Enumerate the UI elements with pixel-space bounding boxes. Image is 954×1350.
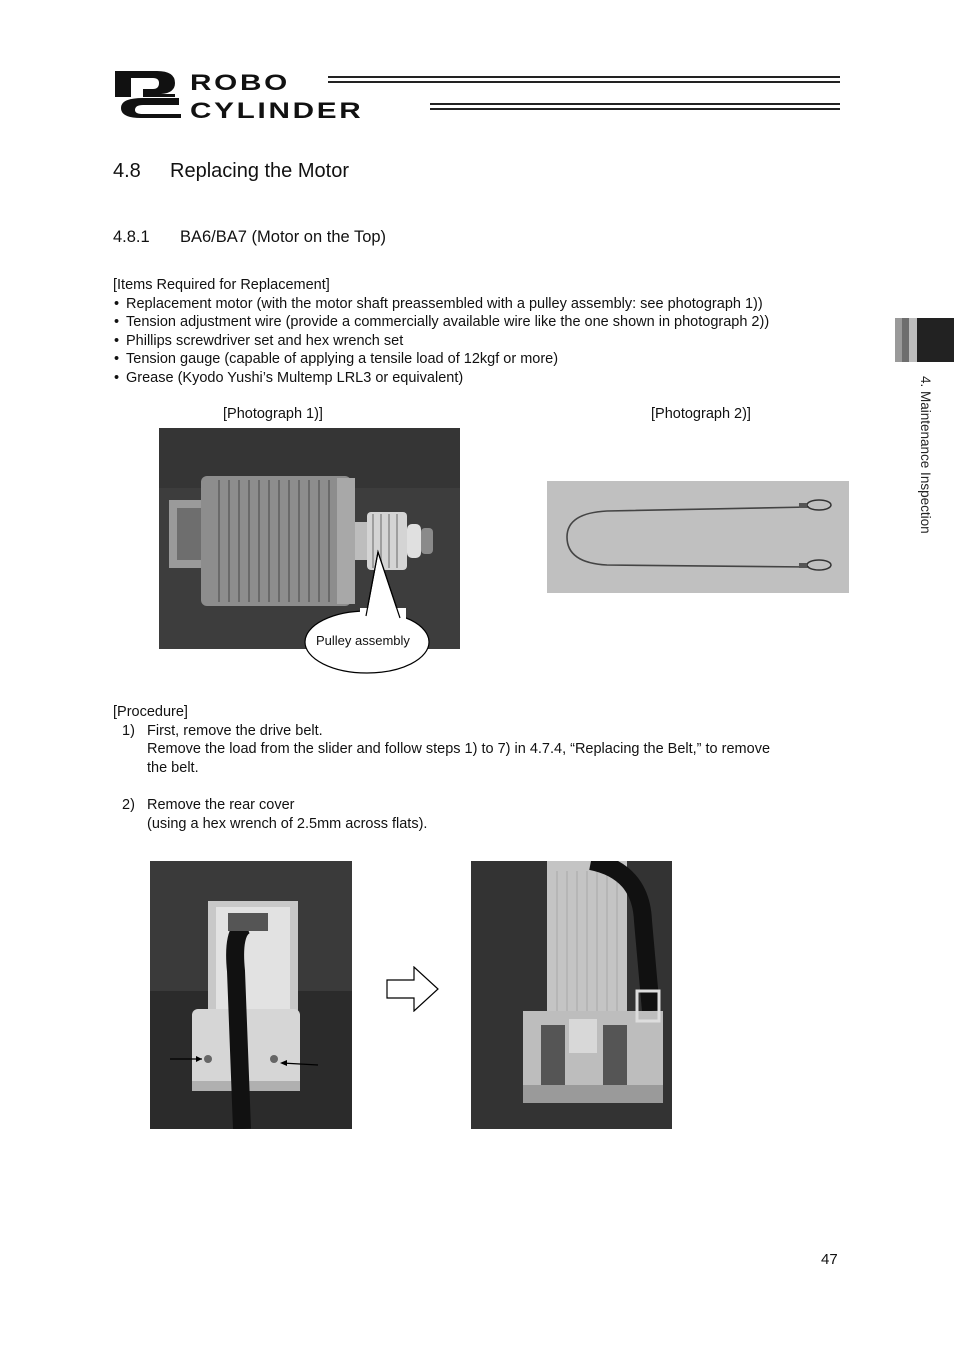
callout-label-pulley: Pulley assembly — [316, 633, 410, 648]
subsection-title: BA6/BA7 (Motor on the Top) — [180, 228, 387, 246]
requirements-block — [113, 276, 769, 388]
procedure-heading: [Procedure] — [113, 704, 188, 720]
photo2-caption: [Photograph 2)] — [651, 406, 751, 422]
chapter-tab-marker — [895, 318, 954, 362]
step-line: First, remove the drive belt. — [147, 722, 323, 739]
wire-illustration — [547, 481, 849, 593]
page-number: 47 — [821, 1251, 838, 1268]
subsection-heading — [113, 228, 386, 247]
logo-word-robo: ROBO — [190, 70, 290, 95]
photo-tension-wire — [547, 481, 849, 593]
requirements-heading: [Items Required for Replacement] — [113, 277, 330, 293]
header-rule-bottom — [430, 103, 840, 110]
procedure-step-2 — [113, 796, 770, 833]
step-line: Remove the rear cover — [147, 796, 295, 813]
list-item: • Grease (Kyodo Yushi’s Multemp LRL3 or equivalent) — [113, 369, 769, 388]
step-number: 1) — [122, 722, 135, 739]
logo-word-cylinder: CYLINDER — [190, 98, 364, 123]
requirements-list — [113, 295, 769, 388]
procedure-block — [113, 703, 770, 833]
arrow-right-icon — [386, 966, 440, 1012]
section-title: Replacing the Motor — [170, 160, 349, 182]
subsection-number: 4.8.1 — [113, 228, 150, 246]
list-item: • Phillips screwdriver set and hex wrench set — [113, 332, 769, 351]
chapter-side-label: 4. Maintenance Inspection — [918, 376, 933, 534]
step-number: 2) — [122, 796, 135, 813]
photo-rear-cover-attached — [150, 861, 352, 1129]
list-item: • Tension adjustment wire (provide a commercially available wire like the one shown in photograph 2)) — [113, 313, 769, 332]
section-number: 4.8 — [113, 160, 141, 182]
procedure-step-1 — [113, 722, 770, 778]
photo1-caption: [Photograph 1)] — [223, 406, 323, 422]
callout-bubble-shape — [300, 548, 440, 676]
list-item: • Replacement motor (with the motor shaft preassembled with a pulley assembly: see photograph 1)) — [113, 295, 769, 314]
step-line: (using a hex wrench of 2.5mm across flats). — [147, 815, 428, 832]
list-item: • Tension gauge (capable of applying a tensile load of 12kgf or more) — [113, 350, 769, 369]
photo-rear-cover-removed — [471, 861, 672, 1129]
cover-removed-illustration — [471, 861, 672, 1129]
rear-cover-illustration — [150, 861, 352, 1129]
section-heading — [113, 160, 349, 183]
robo-cylinder-logo-mark — [113, 69, 183, 119]
step-line: Remove the load from the slider and follow steps 1) to 7) in 4.7.4, “Replacing the Belt,” to remove — [147, 741, 771, 758]
header-rule-top — [328, 76, 840, 83]
step-line: the belt. — [147, 759, 199, 776]
